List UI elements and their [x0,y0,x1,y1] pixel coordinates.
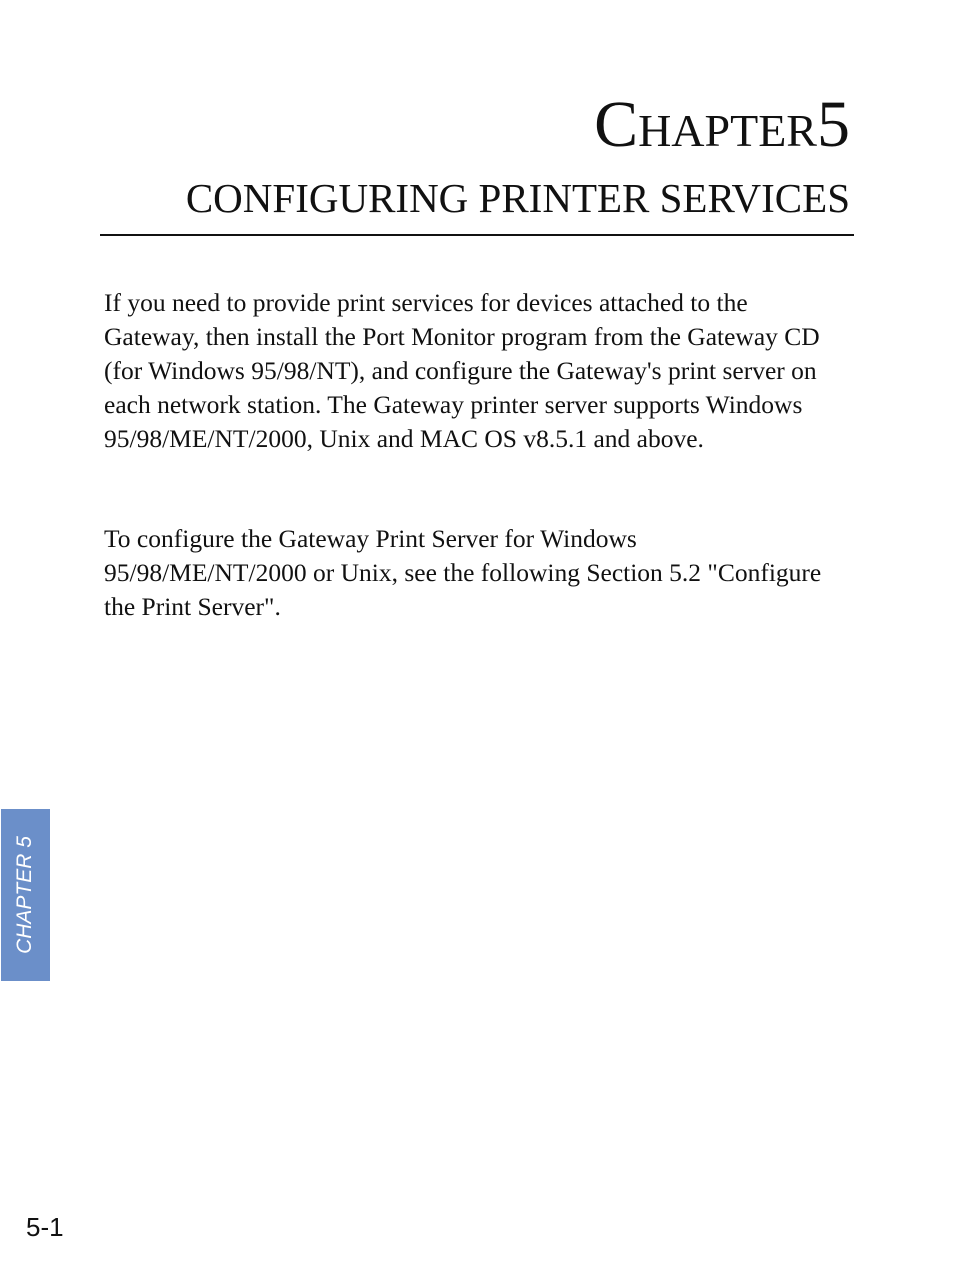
body-paragraph-1: If you need to provide print services for devices attached to the Gateway, then install the Port Monitor program from the Gateway CD (for Windows 95/98/NT), and configure the Gateway's print server on each network station. The Gateway printer server supports Windows 95/98/ME/NT/2000, Unix and MAC OS v8.5.1 and above. [104,288,820,453]
body-paragraph-2: To configure the Gateway Print Server for Windows 95/98/ME/NT/2000 or Unix, see the following Section 5.2 "Configure the Print Server". [104,524,822,621]
title-divider [100,234,854,236]
chapter-word: Chapter [594,88,817,161]
side-tab-label: CHAPTER 5 [13,836,36,954]
page-number: 5-1 [26,1212,64,1242]
chapter-heading [594,88,850,161]
chapter-side-tab [1,809,50,981]
chapter-number: 5 [817,88,850,161]
chapter-title: CONFIGURING PRINTER SERVICES [185,175,850,221]
